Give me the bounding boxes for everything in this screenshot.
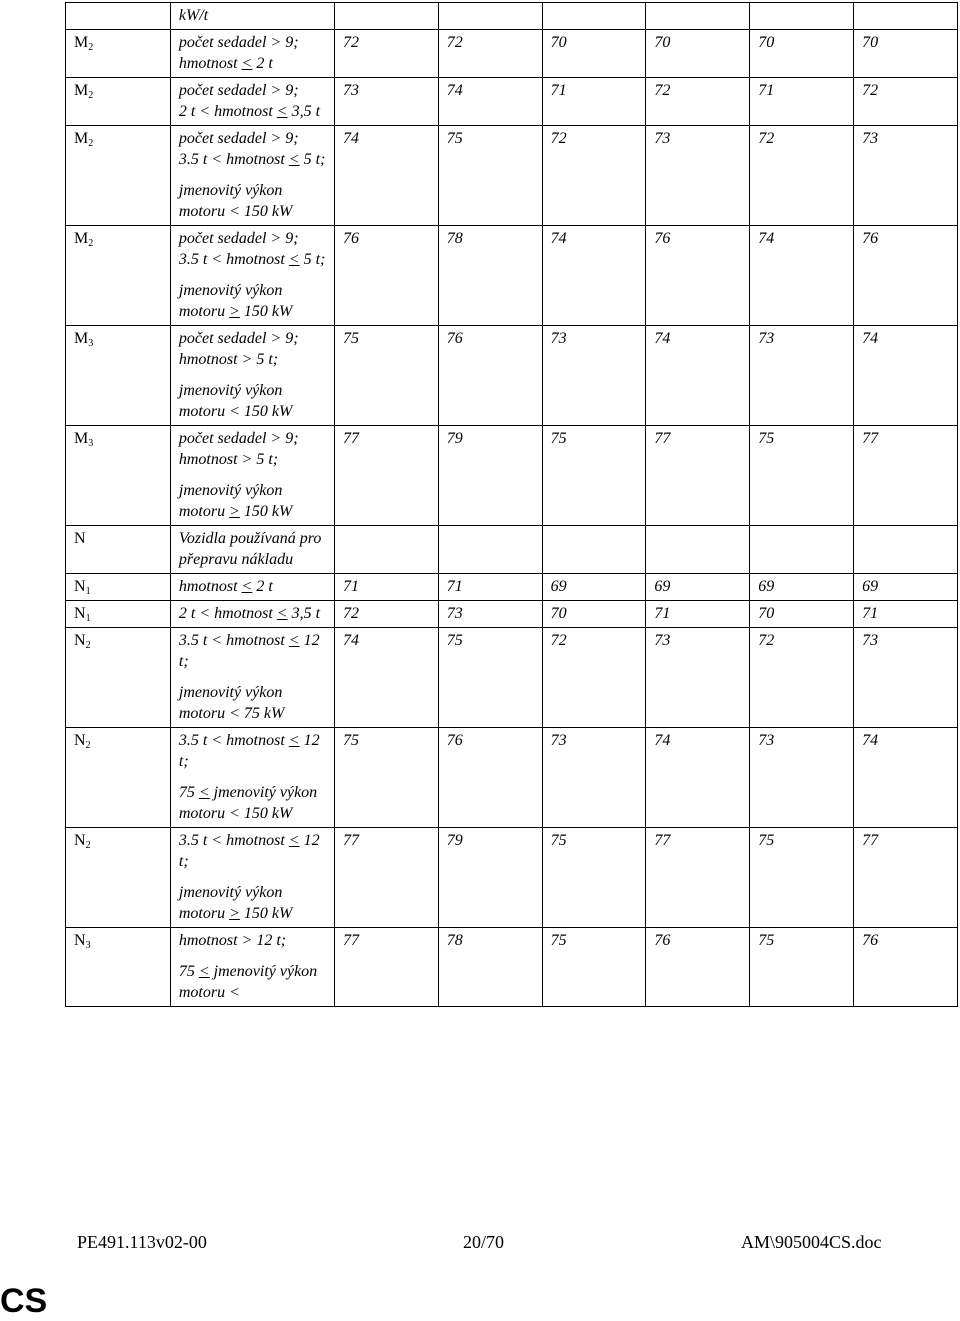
category-code: N <box>74 832 86 849</box>
category-subscript: 3 <box>88 438 94 449</box>
value-cell: 76 <box>438 326 542 426</box>
description-text: počet sedadel > 9; 3.5 t < hmotnost < 5 t; <box>178 230 326 268</box>
value-cell: 72 <box>646 78 750 126</box>
value-cell: 75 <box>750 426 854 526</box>
value-cell: 70 <box>542 30 646 78</box>
description-cell <box>170 928 334 1007</box>
table-row <box>66 126 958 226</box>
category-code: N <box>74 932 86 949</box>
table-row <box>66 326 958 426</box>
value-cell: 73 <box>750 728 854 828</box>
description-text: 3.5 t < hmotnost < 12 t; <box>178 732 320 770</box>
category-cell <box>66 574 171 601</box>
language-tag: CS <box>0 1282 48 1320</box>
description-text: počet sedadel > 9; hmotnost > 5 t; <box>178 430 299 468</box>
table-row <box>66 928 958 1007</box>
value-cell <box>334 526 438 574</box>
value-cell: 70 <box>646 30 750 78</box>
value-cell: 72 <box>542 126 646 226</box>
value-cell: 75 <box>750 828 854 928</box>
value-cell: 74 <box>646 728 750 828</box>
category-cell <box>66 78 171 126</box>
category-cell <box>66 526 171 574</box>
value-cell: 75 <box>438 628 542 728</box>
category-code: N <box>74 605 86 622</box>
footer-page-number: 20/70 <box>463 1232 505 1252</box>
table-row <box>66 628 958 728</box>
category-code: N <box>74 578 86 595</box>
value-cell <box>750 526 854 574</box>
value-cell: 74 <box>854 326 958 426</box>
value-cell: 69 <box>542 574 646 601</box>
category-code: M <box>74 230 89 247</box>
value-cell: 69 <box>750 574 854 601</box>
unit-cell: kW/t <box>170 3 334 30</box>
table-row <box>66 526 958 574</box>
description-text: jmenovitý výkon motoru < 150 kW <box>178 182 293 220</box>
value-cell: 72 <box>750 126 854 226</box>
description-cell <box>170 728 334 828</box>
table-row <box>66 426 958 526</box>
value-cell: 72 <box>334 601 438 628</box>
description-text: 3.5 t < hmotnost < 12 t; <box>178 832 320 870</box>
value-cell: 75 <box>334 728 438 828</box>
category-subscript: 3 <box>88 338 94 349</box>
value-cell: 75 <box>542 426 646 526</box>
value-cell <box>646 3 750 30</box>
description-text: počet sedadel > 9; 2 t < hmotnost < 3,5 t <box>178 82 321 120</box>
category-code: M <box>74 130 89 147</box>
description-text: 3.5 t < hmotnost < 12 t; <box>178 632 320 670</box>
category-subscript: 3 <box>85 940 91 951</box>
value-cell <box>438 3 542 30</box>
category-cell <box>66 426 171 526</box>
category-cell <box>66 728 171 828</box>
value-cell: 70 <box>750 601 854 628</box>
value-cell <box>542 526 646 574</box>
category-subscript: 2 <box>88 42 94 53</box>
category-code: M <box>74 330 89 347</box>
value-cell: 73 <box>854 628 958 728</box>
value-cell: 76 <box>438 728 542 828</box>
value-cell: 76 <box>646 928 750 1007</box>
value-cell: 73 <box>646 126 750 226</box>
footer-doc-id: PE491.113v02-00 <box>77 1232 207 1252</box>
value-cell: 74 <box>334 628 438 728</box>
description-text: Vozidla používaná pro přepravu nákladu <box>178 530 322 568</box>
value-cell: 70 <box>750 30 854 78</box>
category-subscript: 2 <box>88 238 94 249</box>
value-cell <box>542 3 646 30</box>
header-row <box>66 3 958 30</box>
category-cell <box>66 326 171 426</box>
description-text: 75 < jmenovitý výkon motoru < <box>178 963 318 1001</box>
category-cell <box>66 30 171 78</box>
category-code: M <box>74 430 89 447</box>
value-cell: 74 <box>854 728 958 828</box>
description-text: jmenovitý výkon motoru > 150 kW <box>178 282 293 320</box>
category-subscript: 2 <box>88 138 94 149</box>
description-text: jmenovitý výkon motoru < 75 kW <box>178 684 285 722</box>
value-cell: 78 <box>438 226 542 326</box>
value-cell: 71 <box>334 574 438 601</box>
value-cell: 76 <box>854 226 958 326</box>
value-cell: 75 <box>750 928 854 1007</box>
value-cell: 71 <box>646 601 750 628</box>
table-row <box>66 78 958 126</box>
value-cell: 77 <box>646 426 750 526</box>
footer-filename: AM\905004CS.doc <box>741 1232 882 1252</box>
value-cell: 73 <box>542 326 646 426</box>
value-cell: 71 <box>542 78 646 126</box>
value-cell: 73 <box>542 728 646 828</box>
description-text: počet sedadel > 9; 3.5 t < hmotnost < 5 t; <box>178 130 326 168</box>
description-cell <box>170 828 334 928</box>
category-cell <box>66 3 171 30</box>
value-cell: 72 <box>542 628 646 728</box>
category-subscript: 1 <box>85 613 91 624</box>
description-cell <box>170 30 334 78</box>
value-cell: 78 <box>438 928 542 1007</box>
value-cell: 76 <box>854 928 958 1007</box>
value-cell: 75 <box>542 928 646 1007</box>
category-code: N <box>74 530 86 547</box>
description-text: počet sedadel > 9; hmotnost < 2 t <box>178 34 299 72</box>
value-cell <box>438 526 542 574</box>
value-cell: 69 <box>646 574 750 601</box>
category-cell <box>66 928 171 1007</box>
table-row <box>66 601 958 628</box>
category-code: M <box>74 34 89 51</box>
value-cell: 77 <box>646 828 750 928</box>
value-cell <box>854 526 958 574</box>
value-cell <box>750 3 854 30</box>
value-cell: 76 <box>646 226 750 326</box>
description-cell <box>170 126 334 226</box>
category-cell <box>66 226 171 326</box>
value-cell: 73 <box>438 601 542 628</box>
table-row <box>66 828 958 928</box>
category-cell <box>66 126 171 226</box>
value-cell: 77 <box>334 426 438 526</box>
value-cell <box>334 3 438 30</box>
value-cell: 72 <box>750 628 854 728</box>
value-cell: 72 <box>438 30 542 78</box>
description-text: jmenovitý výkon motoru < 150 kW <box>178 382 293 420</box>
category-subscript: 1 <box>85 586 91 597</box>
description-cell <box>170 426 334 526</box>
value-cell: 74 <box>750 226 854 326</box>
description-text: 75 < jmenovitý výkon motoru < 150 kW <box>178 784 318 822</box>
description-text: hmotnost < 2 t <box>178 578 273 595</box>
value-cell: 75 <box>334 326 438 426</box>
description-cell <box>170 526 334 574</box>
value-cell: 72 <box>854 78 958 126</box>
value-cell: 74 <box>334 126 438 226</box>
table-row <box>66 728 958 828</box>
value-cell: 71 <box>750 78 854 126</box>
category-subscript: 2 <box>85 740 91 751</box>
value-cell: 75 <box>438 126 542 226</box>
description-cell <box>170 326 334 426</box>
value-cell: 72 <box>334 30 438 78</box>
value-cell: 74 <box>438 78 542 126</box>
description-cell <box>170 601 334 628</box>
category-subscript: 2 <box>85 840 91 851</box>
value-cell <box>646 526 750 574</box>
value-cell: 79 <box>438 426 542 526</box>
table-row <box>66 30 958 78</box>
value-cell: 74 <box>646 326 750 426</box>
description-text: 2 t < hmotnost < 3,5 t <box>178 605 321 622</box>
category-subscript: 2 <box>88 90 94 101</box>
description-text: jmenovitý výkon motoru > 150 kW <box>178 884 293 922</box>
description-cell <box>170 226 334 326</box>
value-cell: 73 <box>334 78 438 126</box>
value-cell: 71 <box>438 574 542 601</box>
description-text: hmotnost > 12 t; <box>178 932 287 949</box>
category-code: N <box>74 732 86 749</box>
value-cell: 73 <box>854 126 958 226</box>
table-row <box>66 574 958 601</box>
value-cell: 77 <box>854 426 958 526</box>
category-code: M <box>74 82 89 99</box>
table-row <box>66 226 958 326</box>
value-cell: 73 <box>646 628 750 728</box>
value-cell: 74 <box>542 226 646 326</box>
category-code: N <box>74 632 86 649</box>
value-cell: 73 <box>750 326 854 426</box>
value-cell: 69 <box>854 574 958 601</box>
value-cell: 76 <box>334 226 438 326</box>
description-cell <box>170 628 334 728</box>
noise-limits-table <box>65 2 958 1007</box>
value-cell: 77 <box>854 828 958 928</box>
value-cell: 77 <box>334 828 438 928</box>
value-cell: 77 <box>334 928 438 1007</box>
category-cell <box>66 601 171 628</box>
value-cell: 70 <box>542 601 646 628</box>
category-subscript: 2 <box>85 640 91 651</box>
description-text: jmenovitý výkon motoru > 150 kW <box>178 482 293 520</box>
value-cell <box>854 3 958 30</box>
value-cell: 75 <box>542 828 646 928</box>
description-cell <box>170 574 334 601</box>
category-cell <box>66 628 171 728</box>
category-cell <box>66 828 171 928</box>
description-text: počet sedadel > 9; hmotnost > 5 t; <box>178 330 299 368</box>
value-cell: 70 <box>854 30 958 78</box>
value-cell: 79 <box>438 828 542 928</box>
description-cell <box>170 78 334 126</box>
value-cell: 71 <box>854 601 958 628</box>
